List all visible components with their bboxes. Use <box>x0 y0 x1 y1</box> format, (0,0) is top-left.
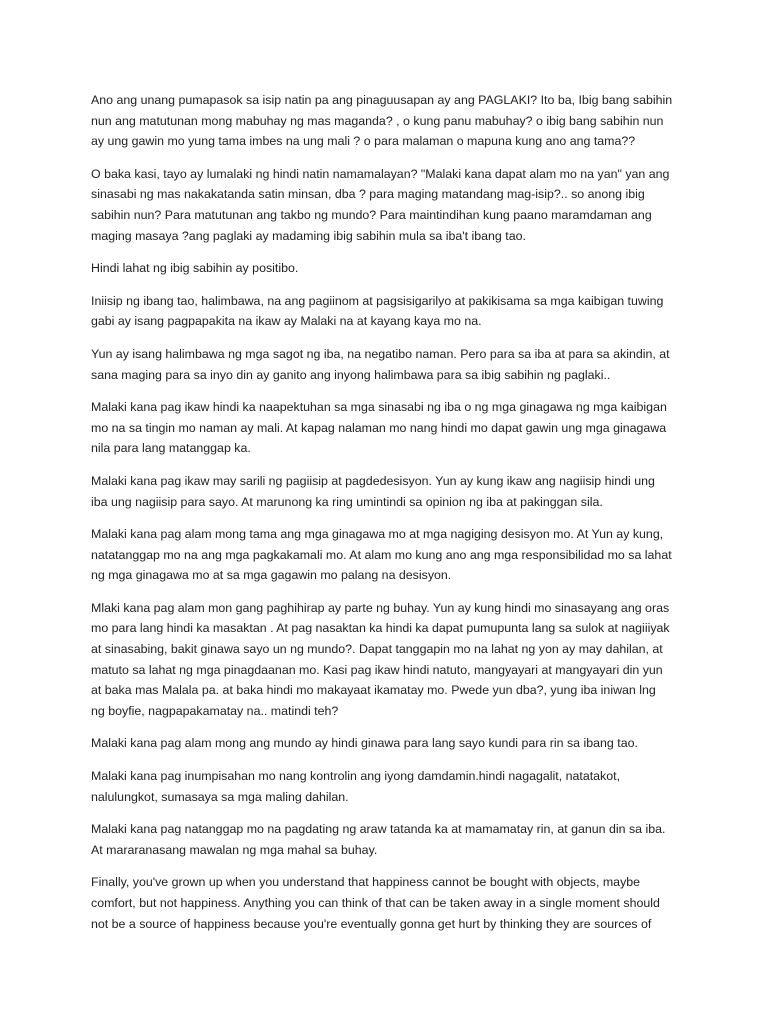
text-line: sana maging para sa inyo din ay ganito ang inyong halimbawa para sa ibig sabihin ng paglaki.. <box>91 367 611 382</box>
text-line: Mlaki kana pag alam mon gang paghihirap ay parte ng buhay. Yun ay kung hindi mo sinasayang ang oras <box>91 600 670 615</box>
text-line: maging masaya ?ang paglaki ay madaming ibig sabihin mula sa iba't ibang tao. <box>91 228 526 243</box>
paragraph <box>91 766 691 807</box>
paragraph <box>91 291 691 332</box>
text-line: Malaki kana pag natanggap mo na pagdating ng araw tatanda ka at mamamatay rin, at ganun din sa iba. <box>91 822 666 837</box>
text-line: nalulungkot, sumasaya sa mga maling dahilan. <box>91 789 349 804</box>
paragraph <box>91 872 691 934</box>
text-line: ng mga ginagawa mo at sa mga gagawin mo palang na desisyon. <box>91 568 452 583</box>
paragraph <box>91 524 691 586</box>
text-line: Finally, you've grown up when you understand that happiness cannot be bought with objects, maybe <box>91 875 641 890</box>
paragraph <box>91 733 691 754</box>
text-line: ng boyfie, nagpapakamatay na.. matindi teh? <box>91 703 339 718</box>
text-line: mo para lang hindi ka masaktan . At pag nasaktan ka hindi ka dapat pumupunta lang sa sulok at nagiiiyak <box>91 621 670 636</box>
text-line: not be a source of happiness because you're eventually gonna get hurt by thinking they are sources of <box>91 916 652 931</box>
text-line: ay ung gawin mo yung tama imbes na ung mali ? o para malaman o mapuna kung ano ang tama?? <box>91 134 636 149</box>
text-line: mo na sa tingin mo naman ay mali. At kapag nalaman mo nang hindi mo dapat gawin ung mga ginagawa <box>91 420 667 435</box>
text-line: nila para lang matanggap ka. <box>91 441 251 456</box>
text-line: gabi ay isang pagpapakita na ikaw ay Malaki na at kayang kaya mo na. <box>91 314 482 329</box>
document-body <box>91 90 691 946</box>
text-line: At mararanasang mawalan ng mga mahal sa buhay. <box>91 842 378 857</box>
paragraph <box>91 164 691 246</box>
paragraph <box>91 598 691 722</box>
text-line: Malaki kana pag inumpisahan mo nang kontrolin ang iyong damdamin.hindi nagagalit, natatakot, <box>91 769 621 784</box>
text-line: comfort, but not happiness. Anything you can think of that can be taken away in a single moment should <box>91 896 660 910</box>
text-line: matuto sa lahat ng mga pinagdaanan mo. Kasi pag ikaw hindi natuto, mangyayari at mangyayari din yun <box>91 662 663 677</box>
paragraph <box>91 471 691 512</box>
paragraph <box>91 258 691 279</box>
text-line: at baka mas Malala pa. at baka hindi mo makayaat ikamatay mo. Pwede yun dba?, yung iba iniwan lng <box>91 683 656 698</box>
text-line: Malaki kana pag ikaw hindi ka naapektuhan sa mga sinasabi ng iba o ng mga ginagawa ng mga kaibigan <box>91 400 667 415</box>
text-line: sabihin nun? Para matutunan ang takbo ng mundo? Para maintindihan kung paano maramdaman ang <box>91 207 652 222</box>
text-line: Ano ang unang pumapasok sa isip natin pa ang pinaguusapan ay ang PAGLAKI? Ito ba, Ibig bang sabihin <box>91 93 673 107</box>
text-line: Malaki kana pag alam mong ang mundo ay hindi ginawa para lang sayo kundi para rin sa ibang tao. <box>91 736 638 751</box>
paragraph <box>91 90 691 152</box>
text-line: natatanggap mo na ang mga pagkakamali mo. At alam mo kung ano ang mga responsibilidad mo sa lahat <box>91 547 672 562</box>
paragraph <box>91 344 691 385</box>
text-line: at sinasabing, bakit ginawa sayo un ng mundo?. Dapat tanggapin mo na lahat ng yon ay may dahilan, at <box>91 642 663 657</box>
text-line: sinasabi ng mas nakakatanda satin minsan, dba ? para maging matandang mag-isip?.. so anong ibig <box>91 187 645 202</box>
text-line: Iniisip ng ibang tao, halimbawa, na ang pagiinom at pagsisigarilyo at pakikisama sa mga kaibigan tuwing <box>91 293 664 308</box>
text-line: Malaki kana pag ikaw may sarili ng pagiisip at pagdedesisyon. Yun ay kung ikaw ang nagiisip hindi ung <box>91 473 655 488</box>
paragraph <box>91 819 691 860</box>
text-line: Yun ay isang halimbawa ng mga sagot ng iba, na negatibo naman. Pero para sa iba at para sa akindin, at <box>91 346 670 361</box>
text-line: nun ang matutunan mong mabuhay ng mas maganda? , o kung panu mabuhay? o ibig bang sabihin nun <box>91 113 664 128</box>
text-line: Hindi lahat ng ibig sabihin ay positibo. <box>91 261 299 276</box>
text-line: iba ung nagiisip para sayo. At marunong ka ring umintindi sa opinion ng iba at pakinggan sila. <box>91 494 603 509</box>
text-line: O baka kasi, tayo ay lumalaki ng hindi natin namamalayan? "Malaki kana dapat alam mo na yan" yan ang <box>91 166 670 181</box>
text-line: Malaki kana pag alam mong tama ang mga ginagawa mo at mga nagiging desisyon mo. At Yun ay kung, <box>91 527 664 542</box>
paragraph <box>91 397 691 459</box>
